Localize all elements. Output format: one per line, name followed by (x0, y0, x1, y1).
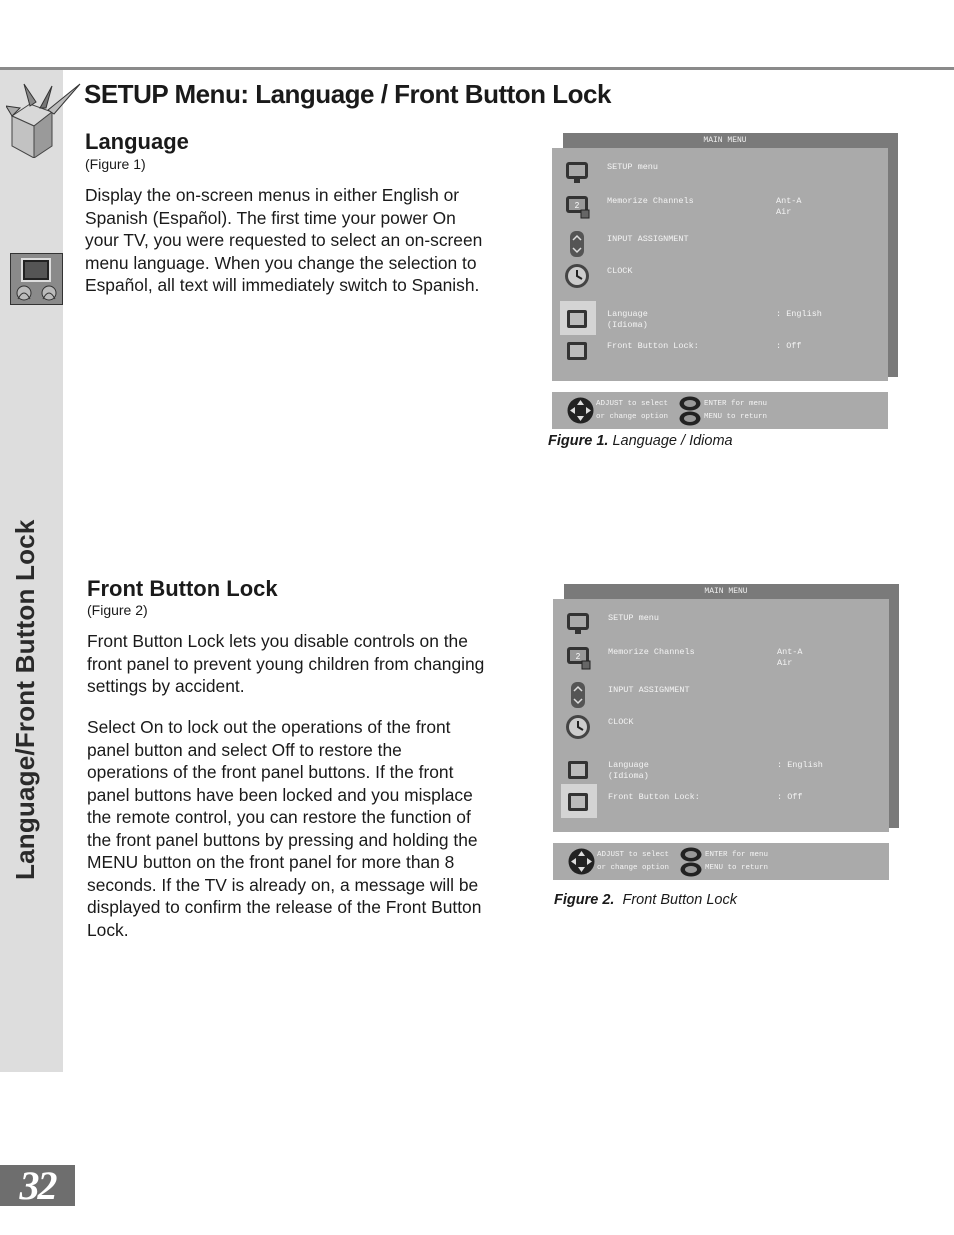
osd-item-setup[interactable]: SETUP menu (553, 607, 889, 639)
side-section-label: Language/Front Button Lock (10, 519, 40, 880)
osd-item-memorize[interactable]: 2 Memorize Channels Ant-A Air (552, 190, 888, 222)
osd-item-input[interactable]: INPUT ASSIGNMENT (553, 679, 889, 711)
tv-screen-icon (563, 337, 591, 365)
top-rule (0, 67, 954, 70)
osd-item-clock[interactable]: CLOCK (552, 260, 888, 292)
osd-item-front-lock[interactable]: Front Button Lock: : Off (552, 335, 888, 367)
osd-item-language[interactable]: Language (Idioma) : English (553, 754, 889, 786)
enter-button-icon (680, 847, 702, 862)
osd-figure-2 (553, 584, 899, 884)
page-title: SETUP Menu: Language / Front Button Lock (84, 79, 611, 109)
svg-text:2: 2 (575, 652, 581, 661)
dpad-icon (567, 397, 594, 424)
clock-icon (563, 262, 591, 290)
osd-item-front-lock[interactable]: Front Button Lock: : Off (553, 786, 889, 818)
input-assignment-icon (564, 681, 592, 709)
tv-screen-icon (563, 305, 591, 333)
input-assignment-icon (563, 230, 591, 258)
osd-item-clock[interactable]: CLOCK (553, 711, 889, 743)
osd-menu-panel (553, 599, 889, 832)
osd-title: MAIN MENU (564, 584, 888, 599)
channel-memory-icon (563, 192, 591, 220)
svg-text:2: 2 (574, 201, 580, 210)
osd-item-memorize[interactable]: 2 Memorize Channels Ant-A Air (553, 641, 889, 673)
osd-item-language[interactable]: Language (Idioma) : English (552, 303, 888, 335)
figure-1-caption: Figure 1. Language / Idioma (548, 433, 733, 449)
osd-help-bar: ADJUST to select or change option ENTER for menu MENU to return (553, 843, 889, 880)
front-lock-figure-ref: (Figure 2) (87, 602, 148, 618)
osd-help-bar: ADJUST to select or change option ENTER for menu MENU to return (552, 392, 888, 429)
tv-setup-icon (564, 609, 592, 637)
channel-memory-icon (564, 643, 592, 671)
front-lock-body-1: Front Button Lock lets you disable controls on the front panel to prevent young children from changing settings by accident. (87, 631, 485, 696)
clock-icon (564, 713, 592, 741)
page-number: 32 (0, 1165, 75, 1206)
language-heading: Language (85, 129, 189, 154)
tv-setup-icon (563, 158, 591, 186)
enter-button-icon (679, 396, 701, 411)
tv-screen-icon (564, 788, 592, 816)
front-lock-heading: Front Button Lock (87, 576, 278, 601)
osd-menu-panel (552, 148, 888, 381)
figure-2-caption: Figure 2. Front Button Lock (554, 892, 737, 908)
tv-screen-icon (564, 756, 592, 784)
menu-button-icon (679, 411, 701, 426)
tv-speaker-icon (10, 253, 63, 305)
osd-item-input[interactable]: INPUT ASSIGNMENT (552, 228, 888, 260)
language-body: Display the on-screen menus in either English or Spanish (Español). The first time your power On your TV, you were requested to select an on-screen menu language. When you change the selection to Español, all text will immediately switch to Spanish. (85, 185, 483, 295)
dpad-icon (568, 848, 595, 875)
osd-title: MAIN MENU (563, 133, 887, 148)
osd-item-setup[interactable]: SETUP menu (552, 156, 888, 188)
language-figure-ref: (Figure 1) (85, 156, 146, 172)
setup-box-icon (6, 82, 82, 158)
menu-button-icon (680, 862, 702, 877)
front-lock-body-2: Select On to lock out the operations of the front panel button and select Off to restore the operations of the front panel buttons. If the front panel buttons have been locked and you misplace the remote control, you can restore the function of the front panel buttons by pressing and holding the MENU button on the front panel for more than 8 seconds. If the TV is already on, a message will be displayed to confirm the release of the Front Button Lock. (87, 717, 482, 940)
osd-figure-1 (552, 133, 898, 433)
